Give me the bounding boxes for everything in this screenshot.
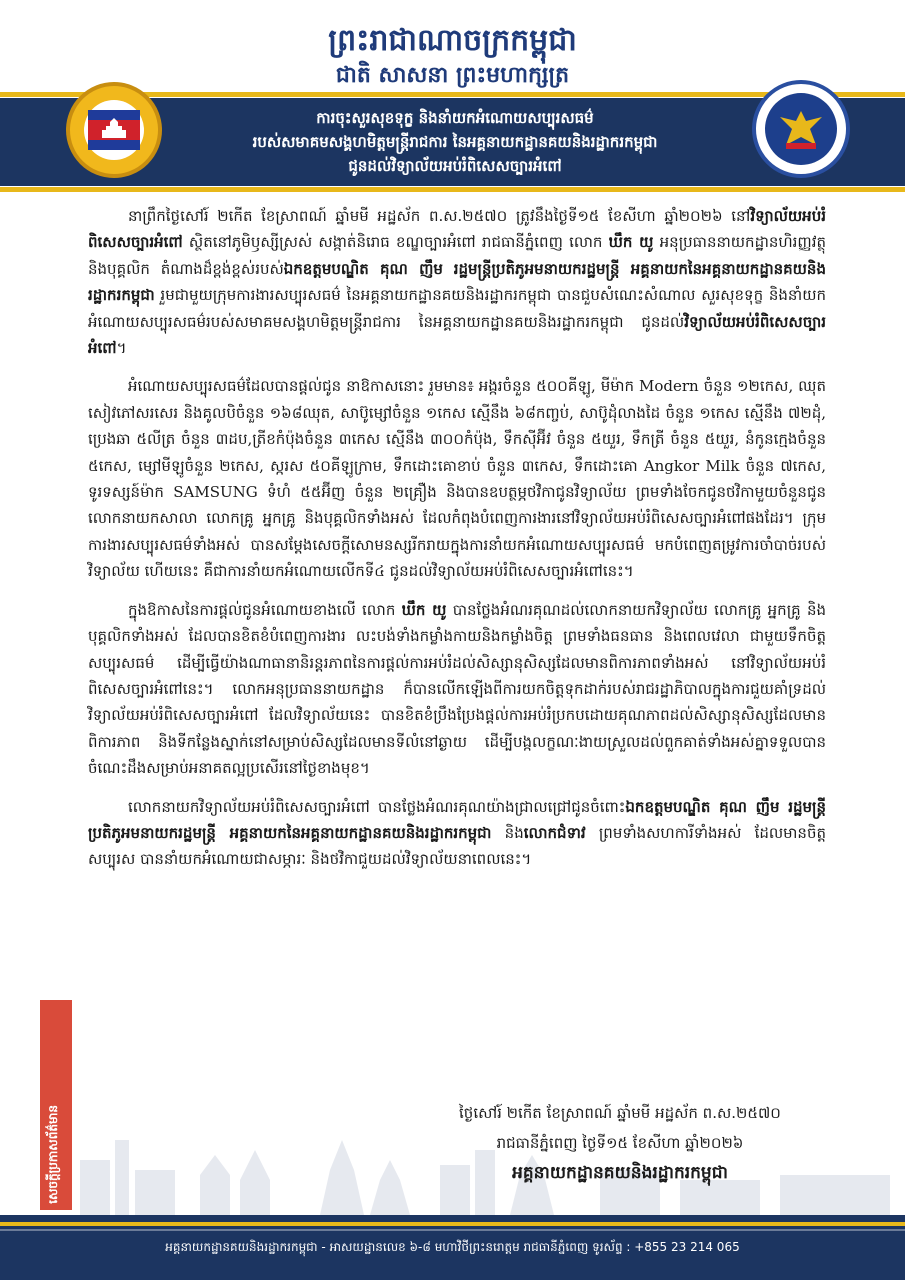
customs-emblem-center	[84, 100, 144, 160]
director-general-name-bold: ឯកឧត្តមបណ្ឌិត គុណ ញឹម	[283, 259, 443, 278]
p4-text-c: ព្រមទាំងសហការីទាំងអស់ ដែលមានចិត្តសប្បុរស បាននាំយកអំណោយជាសម្ភារៈ និងថវិកាជួយដល់វិទ្យាល័យនាពេលនេះ។	[88, 823, 826, 869]
school-name-bold: វិទ្យាល័យអប់រំពិសេសច្បារអំពៅ	[88, 207, 826, 252]
lady-title-bold: លោកជំទាវ	[523, 823, 586, 842]
footer-band	[0, 1215, 905, 1280]
press-release-label: សេចក្តីប្រកាសព័ត៌មាន	[46, 1105, 60, 1204]
article-body	[88, 203, 826, 885]
footer-address: អគ្គនាយកដ្ឋានគយនិងរដ្ឋាករកម្ពុជា - អាសយដ្ឋានលេខ ៦-៨ មហាវិថីព្រះនរោត្តម រាជធានីភ្នំពេញ ទូរស័ព្ទ : +855 23 214 065	[165, 1240, 740, 1254]
p3-text-a: ក្នុងឱកាសនៃការផ្តល់ជូនអំណោយខាងលើ លោក	[128, 600, 402, 619]
paragraph-1	[88, 203, 826, 361]
p4-text-b: និង	[491, 823, 524, 842]
p1-text-c: អនុប្រធាននាយកដ្ឋានហិរញ្ញវត្ថុនិងបុគ្គលិក តំណាងដ៏ខ្ពង់ខ្ពស់របស់	[88, 233, 826, 278]
header-line-3: ជូនដល់វិទ្យាល័យអប់រំពិសេសច្បារអំពៅ	[348, 157, 562, 175]
press-release-banner	[40, 1000, 72, 1210]
cambodia-flag-icon	[88, 110, 140, 150]
national-motto	[0, 22, 905, 90]
p4-text-a: លោកនាយកវិទ្យាល័យអប់រំពិសេសច្បារអំពៅ បានថ្លែងអំណរគុណយ៉ាងជ្រាលជ្រៅជូនចំពោះ	[128, 797, 626, 816]
association-logo-center	[765, 93, 837, 165]
customs-emblem-logo	[66, 82, 162, 178]
paragraph-2: អំណោយសប្បុរសធម៌ដែលបានផ្តល់ជូន នាឱកាសនោះ រួមមាន៖ អង្ករចំនួន ៥០០គីឡូ, មីម៉ាក Modern ចំនួន ១២កេស, ឈុតសៀវភៅសរសេរ និងគូលបិចំនួន ១៦៨ឈុត, សាប៊ូម្សៅចំនួន ១កេស ស្មើនឹង ៦៨កញ្ចប់, សាប៊ូដុំលាងដៃ ចំនួន ១កេស ស្មើនឹង ៧២ដុំ, ប្រេងឆា ៥លីត្រ ចំនួន ៣ដប,ត្រីខកំប៉ុងចំនួន ៣កេស ស្មើនឹង ៣០០កំប៉ុង, ទឹកស៊ីអ៊ីវ ចំនួន ៥យួរ, ទឹកត្រី ចំនួន ៥យួរ, នំកូនក្មេងចំនួន ៥កេស, ម្សៅមីឡូចំនួន ២កេស, ស្ករស ៥០គីឡូក្រាម, ទឹកដោះគោខាប់ ចំនួន ៣កេស, ទឹកដោះគោ Angkor Milk ចំនួន ៧កេស, ទូរទស្សន៍ម៉ាក SAMSUNG ទំហំ ៥៥អ៊ីញ ចំនួន ២គ្រឿង និងបានឧបត្ថម្ភថវិកាជូនវិទ្យាល័យ ព្រមទាំងចែកជូនថវិកាមួយចំនួនជូនលោកនាយកសាលា លោកគ្រូ អ្នកគ្រូ និងបុគ្គលិកទាំងអស់ ដែលកំពុងបំពេញការងារនៅវិទ្យាល័យអប់រំពិសេសច្បារអំពៅផងដែរ។ ក្រុមការងារសប្បុរសធម៌ទាំងអស់ បានសម្តែងសេចក្តីសោមនស្សរីករាយក្នុងការនាំយកអំណោយសប្បុរសធម៌ មកបំពេញតម្រូវការចាំបាច់របស់វិទ្យាល័យ ហើយនេះ គឺជាការនាំយកអំណោយលើកទី៤ ជូនដល់វិទ្យាល័យអប់រំពិសេសច្បារអំពៅនេះ។	[88, 377, 826, 581]
deputy-name-bold: ឃឹក យូ	[608, 233, 654, 252]
p3-text-b: បានថ្លែងអំណរគុណដល់លោកនាយកវិទ្យាល័យ លោកគ្រូ អ្នកគ្រូ និងបុគ្គលិកទាំងអស់ ដែលបានខិតខំបំពេញការងារ លះបង់ទាំងកម្លាំងកាយនិងកម្លាំងចិត្ត ព្រមទាំងធនធាន និងពេលវេលា ជាមួយទឹកចិត្តសប្បុរសធម៌ ដើម្បីធ្វើយ៉ាងណាធានានិរន្តរភាពនៃការផ្តល់ការអប់រំដល់សិស្សានុសិស្សដែលមានពិការភាពទាំងអស់ នៅវិទ្យាល័យអប់រំពិសេសច្បារអំពៅនេះ។ លោកអនុប្រធាននាយកដ្ឋាន ក៏បានលើកឡើងពីការយកចិត្តទុកដាក់របស់រាជរដ្ឋាភិបាលក្នុងការជួយគាំទ្រដល់វិទ្យាល័យអប់រំពិសេសច្បារអំពៅ ដែលវិទ្យាល័យនេះ បានខិតខំប្រឹងប្រែងផ្តល់ការអប់រំប្រកបដោយគុណភាពដល់សិស្សានុសិស្សដែលមានពិការភាព និងទីកន្លែងស្នាក់នៅសម្រាប់សិស្សដែលមានទីលំនៅឆ្ងាយ ដើម្បីបង្កលក្ខណៈងាយស្រួលដល់ពួកគាត់ទាំងអស់គ្នាទទួលបានចំណេះដឹងសម្រាប់អនាគតល្អប្រសើរនៅថ្ងៃខាងមុខ។	[88, 600, 826, 778]
nation-religion-king: ជាតិ សាសនា ព្រះមហាក្សត្រ	[335, 62, 570, 88]
header-line-1: ការចុះសួរសុខទុក្ខ និងនាំយកអំណោយសប្បុរសធម៌	[316, 109, 594, 127]
p1-text-d	[443, 260, 454, 278]
lunar-date: ថ្ងៃសៅរ៍ ២កើត ខែស្រាពណ៍ ឆ្នាំមមី អដ្ឋស័ក ព.ស.២៥៧០	[459, 1104, 781, 1122]
header-title	[175, 106, 735, 178]
header-line-2: របស់សមាគមសង្គហមិត្តមន្ត្រីរាជការ នៃអគ្គនាយកដ្ឋានគយនិងរដ្ឋាករកម្ពុជា	[252, 133, 658, 151]
deputy-name-bold-2: ឃឹក យូ	[401, 600, 447, 619]
closing-block	[420, 1098, 820, 1188]
signature-department: អគ្គនាយកដ្ឋានគយនិងរដ្ឋាករកម្ពុជា	[512, 1163, 728, 1183]
p1-text-b: ស្ថិតនៅភូមិឫស្សីស្រស់ សង្កាត់និរោធ ខណ្ឌច្បារអំពៅ រាជធានីភ្នំពេញ លោក	[182, 233, 609, 252]
p1-text-e: រួមជាមួយក្រុមការងារសប្បុរសធម៌ នៃអគ្គនាយកដ្ឋានគយនិងរដ្ឋាករកម្ពុជា បានជួបសំណេះសំណាល សួរសុខទុក្ខ និងនាំយកអំណោយសប្បុរសធម៌របស់សមាគមសង្គហមិត្តមន្ត្រីរាជការ នៃអគ្គនាយកដ្ឋានគយនិងរដ្ឋាករកម្ពុជា ជូនដល់	[88, 286, 826, 331]
kingdom-title: ព្រះរាជាណាចក្រកម្ពុជា	[328, 23, 577, 58]
header-gold-line-bottom	[0, 187, 905, 192]
p1-text-end: ។	[116, 339, 127, 358]
director-general-bold-2: ឯកឧត្តមបណ្ឌិត គុណ ញឹម រដ្ឋមន្ត្រីប្រតិភូអមនាយករដ្ឋមន្ត្រី អគ្គនាយកនៃអគ្គនាយកដ្ឋានគយនិងរដ្ឋាករកម្ពុជា	[88, 797, 826, 842]
footer-white-strip	[0, 1229, 905, 1231]
director-general-title-bold: រដ្ឋមន្ត្រីប្រតិភូអមនាយករដ្ឋមន្ត្រី អគ្គនាយកនៃអគ្គនាយកដ្ឋានគយនិងរដ្ឋាករកម្ពុជា	[88, 259, 826, 305]
solar-date: រាជធានីភ្នំពេញ ថ្ងៃទី១៥ ខែសីហា ឆ្នាំ២០២៦	[496, 1134, 744, 1152]
p1-text-a: នាព្រឹកថ្ងៃសៅរ៍ ២កើត ខែស្រាពណ៍ ឆ្នាំមមី អដ្ឋស័ក ព.ស.២៥៧០ ត្រូវនឹងថ្ងៃទី១៥ ខែសីហា ឆ្នាំ២០២៦ នៅ	[128, 207, 751, 225]
footer-gold-strip	[0, 1222, 905, 1226]
garuda-emblem-icon	[776, 107, 826, 151]
paragraph-3	[88, 597, 826, 782]
association-logo	[752, 80, 850, 178]
school-name-bold-2: វិទ្យាល័យអប់រំពិសេសច្បារអំពៅ	[88, 312, 826, 358]
paragraph-4	[88, 794, 826, 873]
